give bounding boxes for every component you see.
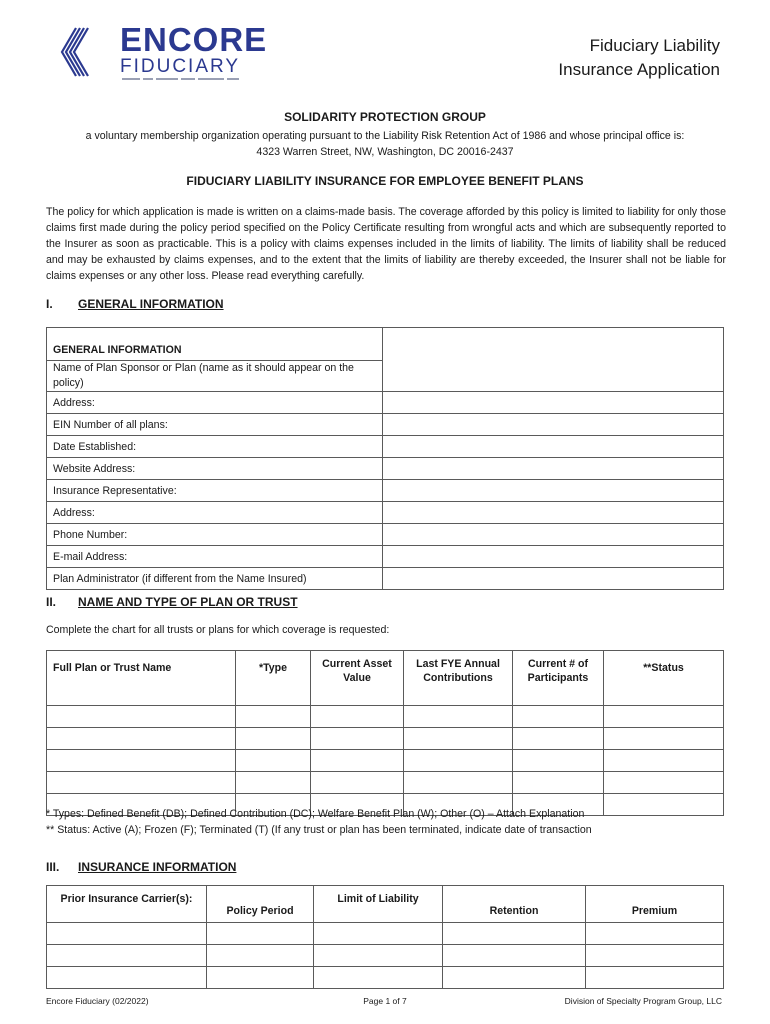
plan-name-cell[interactable] xyxy=(47,750,236,772)
section-2-heading xyxy=(46,595,298,609)
asset-value-cell[interactable] xyxy=(311,728,404,750)
type-cell[interactable] xyxy=(236,728,311,750)
types-note: * Types: Defined Benefit (DB); Defined Contribution (DC); Welfare Benefit Plan (W); Other (O) – Attach Explanation xyxy=(46,808,585,820)
participants-cell[interactable] xyxy=(513,728,604,750)
brand-subname: FIDUCIARY xyxy=(120,56,241,77)
table-row xyxy=(47,772,724,794)
status-cell[interactable] xyxy=(604,794,724,816)
plan-trust-table xyxy=(46,650,724,816)
table-row xyxy=(47,967,724,989)
intro-paragraph: The policy for which application is made is written on a claims-made basis. The coverage afforded by this policy is limited to liability for only those claims first made during the policy period specified on the Policy Certificate resulting from wrongful acts and which are subsequently reported to the Insurer as soon as practicable. This is a policy with claims expenses included in the limits of liability. The limits of liability shall be reduced and may be exhausted by claims expenses, and to the extent that the limits of liability are thereby exceeded, the Insurer shall not be liable for claims expenses or any other loss. Please read everything carefully. xyxy=(46,206,726,282)
carrier-cell[interactable] xyxy=(47,945,207,967)
participants-cell[interactable] xyxy=(513,706,604,728)
carrier-cell[interactable] xyxy=(47,923,207,945)
contributions-cell[interactable] xyxy=(404,728,513,750)
policy-period-cell[interactable] xyxy=(207,967,314,989)
brand-tagline-graphic xyxy=(122,78,242,80)
date-established-input[interactable] xyxy=(383,436,724,458)
organization-description-text: a voluntary membership organization operating pursuant to the Liability Risk Retention Act of 1986 and whose principal office is: xyxy=(85,130,685,142)
limit-cell[interactable] xyxy=(314,967,443,989)
website-address-input[interactable] xyxy=(383,458,724,480)
contributions-cell[interactable] xyxy=(404,750,513,772)
footer-page-number: Page 1 of 7 xyxy=(363,996,407,1006)
section-2-instruction: Complete the chart for all trusts or plans for which coverage is requested: xyxy=(46,624,390,636)
insurance-representative-label: Insurance Representative: xyxy=(47,480,383,502)
status-cell[interactable] xyxy=(604,706,724,728)
col-plan-name: Full Plan or Trust Name xyxy=(47,651,236,706)
limit-cell[interactable] xyxy=(314,923,443,945)
organization-address: 4323 Warren Street, NW, Washington, DC 20016-2437 xyxy=(256,146,514,158)
col-policy-period: Policy Period xyxy=(207,886,314,923)
col-retention: Retention xyxy=(443,886,586,923)
phone-number-input[interactable] xyxy=(383,524,724,546)
website-address-label: Website Address: xyxy=(47,458,383,480)
policy-period-cell[interactable] xyxy=(207,945,314,967)
type-cell[interactable] xyxy=(236,772,311,794)
title-line-2: Insurance Application xyxy=(558,60,720,79)
plan-sponsor-name-input[interactable] xyxy=(383,328,724,392)
plan-administrator-input[interactable] xyxy=(383,568,724,590)
email-address-input[interactable] xyxy=(383,546,724,568)
table-row xyxy=(47,750,724,772)
footer-division: Division of Specialty Program Group, LLC xyxy=(564,996,722,1006)
status-cell[interactable] xyxy=(604,772,724,794)
retention-cell[interactable] xyxy=(443,923,586,945)
plan-sponsor-name-label: Name of Plan Sponsor or Plan (name as it should appear on the policy) xyxy=(47,361,383,392)
type-cell[interactable] xyxy=(236,706,311,728)
limit-cell[interactable] xyxy=(314,945,443,967)
contributions-cell[interactable] xyxy=(404,706,513,728)
section-2-number: II. xyxy=(46,595,57,609)
table-row xyxy=(47,945,724,967)
participants-cell[interactable] xyxy=(513,750,604,772)
section-1-heading xyxy=(46,297,224,311)
status-cell[interactable] xyxy=(604,750,724,772)
general-information-table xyxy=(46,327,724,590)
document-title-block xyxy=(558,34,720,82)
organization-name: SOLIDARITY PROTECTION GROUP xyxy=(284,110,486,124)
insurance-information-table xyxy=(46,885,724,989)
premium-cell[interactable] xyxy=(586,967,724,989)
email-address-label: E-mail Address: xyxy=(47,546,383,568)
policy-period-cell[interactable] xyxy=(207,923,314,945)
asset-value-cell[interactable] xyxy=(311,772,404,794)
col-contributions: Last FYE Annual Contributions xyxy=(404,651,513,706)
col-asset-value: Current Asset Value xyxy=(311,651,404,706)
premium-cell[interactable] xyxy=(586,923,724,945)
status-cell[interactable] xyxy=(604,728,724,750)
carrier-cell[interactable] xyxy=(47,967,207,989)
table-row xyxy=(47,923,724,945)
asset-value-cell[interactable] xyxy=(311,706,404,728)
table-row xyxy=(47,728,724,750)
general-information-header: GENERAL INFORMATION xyxy=(53,344,182,356)
section-3-number: III. xyxy=(46,860,60,874)
organization-description xyxy=(30,128,740,160)
retention-cell[interactable] xyxy=(443,945,586,967)
type-cell[interactable] xyxy=(236,750,311,772)
retention-cell[interactable] xyxy=(443,967,586,989)
insurance-representative-input[interactable] xyxy=(383,480,724,502)
logo-diamond-icon xyxy=(56,26,96,78)
plan-name-cell[interactable] xyxy=(47,728,236,750)
sponsor-address-label: Address: xyxy=(47,392,383,414)
brand-name: ENCORE xyxy=(120,21,268,58)
col-premium: Premium xyxy=(586,886,724,923)
status-note: ** Status: Active (A); Frozen (F); Terminated (T) (If any trust or plan has been terminated, indicate date of transaction xyxy=(46,824,592,836)
plan-administrator-label: Plan Administrator (if different from the Name Insured) xyxy=(47,568,383,590)
footer-form-version: Encore Fiduciary (02/2022) xyxy=(46,996,149,1006)
date-established-label: Date Established: xyxy=(47,436,383,458)
representative-address-label: Address: xyxy=(47,502,383,524)
contributions-cell[interactable] xyxy=(404,772,513,794)
plan-name-cell[interactable] xyxy=(47,772,236,794)
col-status: **Status xyxy=(604,651,724,706)
section-3-label: INSURANCE INFORMATION xyxy=(78,860,237,874)
sponsor-address-input[interactable] xyxy=(383,392,724,414)
ein-number-label: EIN Number of all plans: xyxy=(47,414,383,436)
document-heading: FIDUCIARY LIABILITY INSURANCE FOR EMPLOYEE BENEFIT PLANS xyxy=(186,174,584,188)
premium-cell[interactable] xyxy=(586,945,724,967)
col-prior-carrier: Prior Insurance Carrier(s): xyxy=(47,886,207,923)
section-1-number: I. xyxy=(46,297,53,311)
section-3-heading xyxy=(46,860,236,874)
section-1-label: GENERAL INFORMATION xyxy=(78,297,224,311)
ein-number-input[interactable] xyxy=(383,414,724,436)
asset-value-cell[interactable] xyxy=(311,750,404,772)
phone-number-label: Phone Number: xyxy=(47,524,383,546)
plan-name-cell[interactable] xyxy=(47,706,236,728)
title-line-1: Fiduciary Liability xyxy=(589,36,720,55)
encore-fiduciary-logo xyxy=(56,21,268,88)
col-limit-of-liability: Limit of Liability xyxy=(314,886,443,923)
table-row xyxy=(47,706,724,728)
general-information-header-cell xyxy=(47,328,383,361)
col-type: *Type xyxy=(236,651,311,706)
representative-address-input[interactable] xyxy=(383,502,724,524)
section-2-label: NAME AND TYPE OF PLAN OR TRUST xyxy=(78,595,298,609)
col-participants: Current # of Participants xyxy=(513,651,604,706)
participants-cell[interactable] xyxy=(513,772,604,794)
